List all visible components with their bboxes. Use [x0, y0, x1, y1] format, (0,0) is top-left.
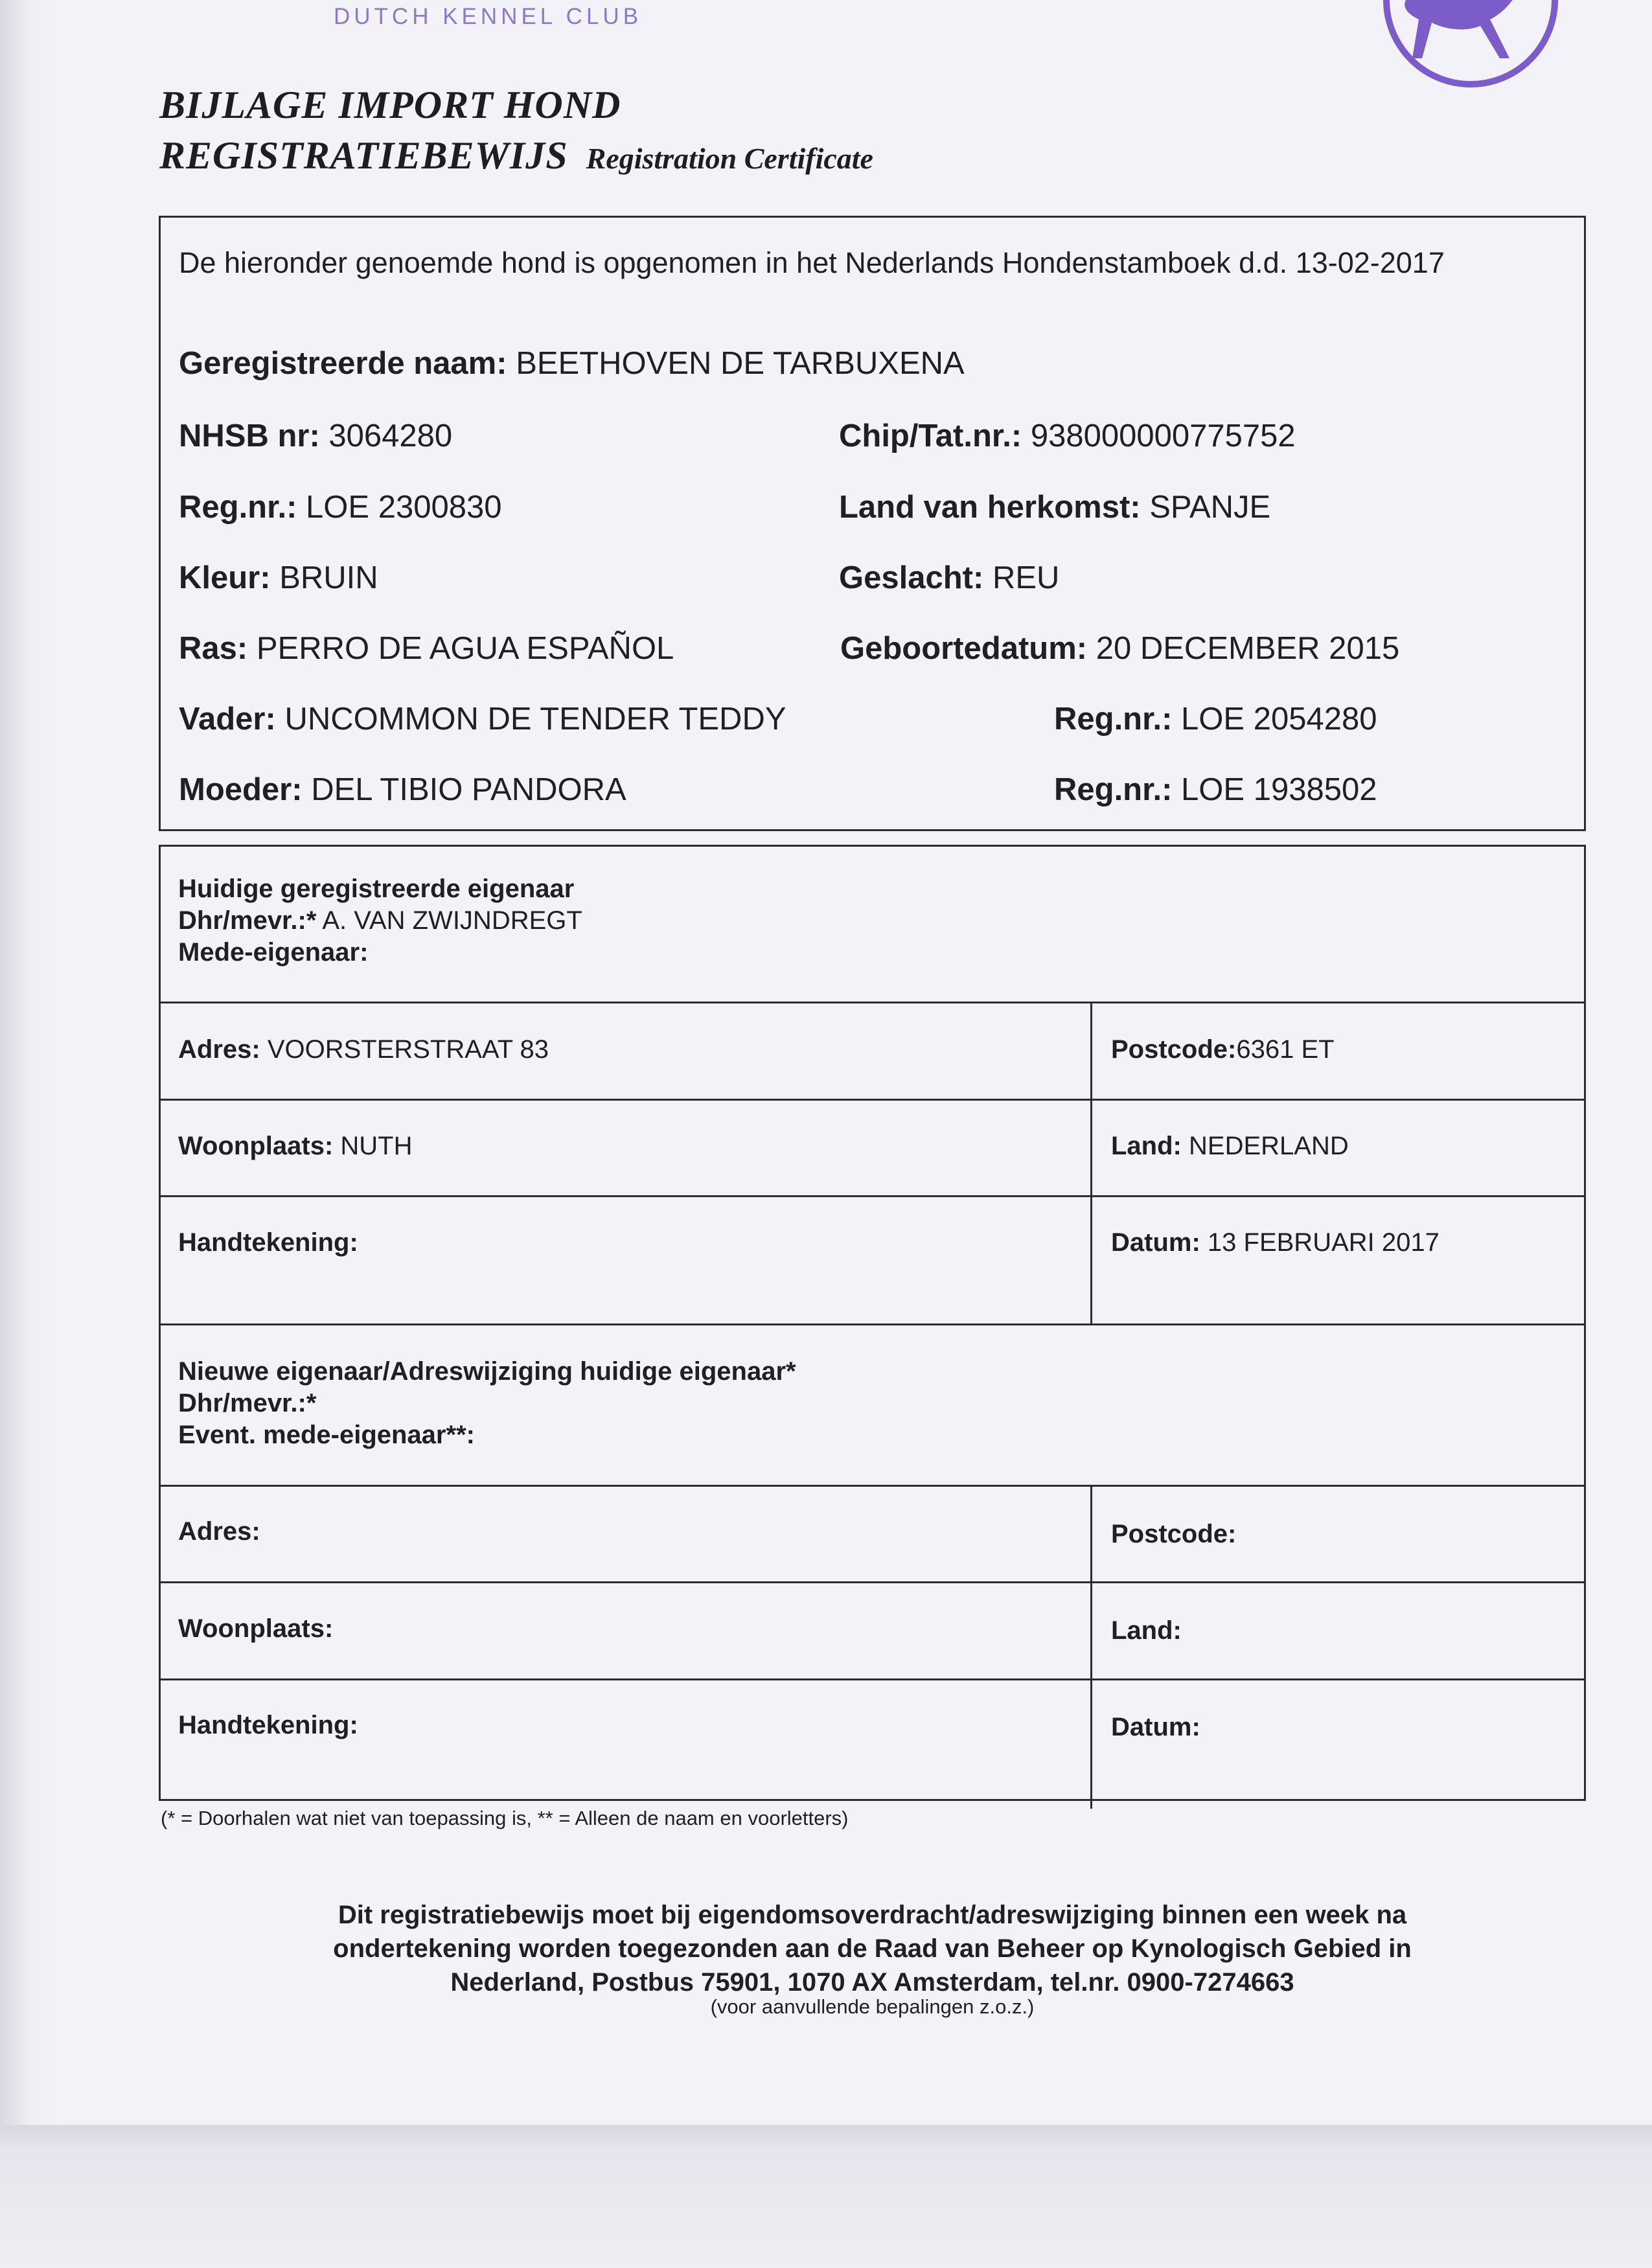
- reg-row: [179, 489, 501, 525]
- color-label: Kleur:: [179, 560, 271, 595]
- mother-row: [179, 772, 626, 808]
- new-city-label: Woonplaats:: [178, 1614, 334, 1643]
- current-address-label: Adres:: [178, 1035, 260, 1064]
- current-date-label: Datum:: [1111, 1228, 1200, 1257]
- notice-small: (voor aanvullende bepalingen z.o.z.): [710, 1995, 1035, 2018]
- new-owner-name-label: Dhr/mevr.:*: [178, 1389, 317, 1417]
- nhsb-row: [179, 418, 452, 454]
- document-title-line1: BIJLAGE IMPORT HOND: [159, 84, 621, 126]
- divider: [159, 1581, 1586, 1583]
- father-value: UNCOMMON DE TENDER TEDDY: [284, 702, 786, 737]
- origin-label: Land van herkomst:: [839, 490, 1141, 525]
- mother-label: Moeder:: [179, 772, 303, 807]
- current-postcode-value: 6361 ET: [1236, 1035, 1335, 1064]
- breed-label: Ras:: [179, 631, 248, 666]
- scan-shadow-bottom: [0, 2125, 1652, 2268]
- reg-label: Reg.nr.:: [179, 490, 297, 525]
- breed-value: PERRO DE AGUA ESPAÑOL: [256, 631, 674, 666]
- current-postcode-label: Postcode:: [1111, 1035, 1237, 1064]
- registered-name-label: Geregistreerde naam:: [179, 346, 507, 381]
- current-date-value: 13 FEBRUARI 2017: [1207, 1228, 1440, 1257]
- current-co-owner-label: Mede-eigenaar:: [178, 938, 369, 967]
- current-country-value: NEDERLAND: [1189, 1132, 1349, 1160]
- mother-reg-label: Reg.nr.:: [1054, 772, 1173, 807]
- new-date-label: Datum:: [1111, 1713, 1200, 1741]
- chip-label: Chip/Tat.nr.:: [839, 418, 1022, 453]
- transfer-notice: [159, 1898, 1585, 1999]
- chip-value: 938000000775752: [1030, 418, 1296, 453]
- new-signature-label: Handtekening:: [178, 1711, 358, 1739]
- mother-reg-row: [1054, 772, 1377, 808]
- sex-row: [839, 560, 1059, 596]
- father-reg-label: Reg.nr.:: [1054, 702, 1173, 737]
- birth-value: 20 DECEMBER 2015: [1096, 631, 1400, 666]
- current-city-label: Woonplaats:: [178, 1132, 334, 1160]
- mother-value: DEL TIBIO PANDORA: [311, 772, 626, 807]
- divider: [159, 1323, 1586, 1325]
- current-country-row: [1111, 1132, 1349, 1161]
- divider: [159, 1195, 1586, 1197]
- sex-label: Geslacht:: [839, 560, 984, 595]
- notice-line1: Dit registratiebewijs moet bij eigendomsoverdracht/adreswijziging binnen een week na: [338, 1901, 1407, 1929]
- sex-value: REU: [992, 560, 1060, 595]
- breed-row: [179, 630, 674, 667]
- origin-value: SPANJE: [1149, 490, 1271, 525]
- divider: [159, 1485, 1586, 1487]
- current-signature-label: Handtekening:: [178, 1228, 358, 1257]
- current-owner-name-value: A. VAN ZWIJNDREGT: [322, 906, 582, 935]
- current-city-value: NUTH: [340, 1132, 413, 1160]
- new-owner-heading: Nieuwe eigenaar/Adreswijziging huidige eigenaar*: [178, 1357, 796, 1386]
- divider: [159, 1678, 1586, 1680]
- current-owner-name-row: [178, 906, 582, 935]
- notice-line2: ondertekening worden toegezonden aan de Raad van Beheer op Kynologisch Gebied in: [333, 1934, 1412, 1963]
- reg-value: LOE 2300830: [306, 490, 502, 525]
- current-country-label: Land:: [1111, 1132, 1182, 1160]
- chip-row: [839, 418, 1296, 454]
- divider: [159, 1002, 1586, 1003]
- father-reg-value: LOE 2054280: [1181, 702, 1377, 737]
- dutch-kennel-club-dog-logo-icon: [1360, 0, 1568, 117]
- color-row: [179, 560, 378, 596]
- new-co-owner-label: Event. mede-eigenaar**:: [178, 1421, 475, 1449]
- current-postcode-row: [1111, 1035, 1335, 1064]
- current-address-value: VOORSTERSTRAAT 83: [267, 1035, 549, 1064]
- birth-row: [840, 630, 1399, 667]
- nhsb-label: NHSB nr:: [179, 418, 320, 453]
- club-name: DUTCH KENNEL CLUB: [334, 4, 643, 29]
- document-title-main: REGISTRATIEBEWIJS: [159, 134, 568, 177]
- divider: [159, 1099, 1586, 1101]
- nhsb-value: 3064280: [328, 418, 453, 453]
- current-city-row: [178, 1132, 412, 1161]
- mother-reg-value: LOE 1938502: [1181, 772, 1377, 807]
- scan-shadow-left: [0, 0, 65, 2131]
- registered-name-row: [179, 345, 965, 382]
- footnote: (* = Doorhalen wat niet van toepassing is, ** = Alleen de naam en voorletters): [161, 1807, 849, 1829]
- new-postcode-label: Postcode:: [1111, 1520, 1237, 1548]
- origin-row: [839, 489, 1270, 525]
- notice-line3: Nederland, Postbus 75901, 1070 AX Amsterdam, tel.nr. 0900-7274663: [450, 1968, 1294, 1997]
- owner-box: [159, 845, 1586, 1801]
- current-owner-heading: Huidige geregistreerde eigenaar: [178, 875, 575, 903]
- column-divider: [1090, 1485, 1092, 1809]
- current-address-row: [178, 1035, 549, 1064]
- father-reg-row: [1054, 701, 1377, 737]
- father-row: [179, 701, 786, 737]
- father-label: Vader:: [179, 702, 276, 737]
- registered-name-value: BEETHOVEN DE TARBUXENA: [516, 346, 965, 381]
- birth-label: Geboortedatum:: [840, 631, 1088, 666]
- document-title-line2: [159, 133, 873, 178]
- new-address-label: Adres:: [178, 1517, 260, 1546]
- new-country-label: Land:: [1111, 1616, 1182, 1645]
- color-value: BRUIN: [279, 560, 378, 595]
- current-date-row: [1111, 1228, 1440, 1257]
- column-divider: [1090, 1002, 1092, 1324]
- intro-text: De hieronder genoemde hond is opgenomen in het Nederlands Hondenstamboek d.d. 13-02-2017: [179, 246, 1445, 279]
- document-subtitle: Registration Certificate: [586, 142, 873, 175]
- current-owner-name-label: Dhr/mevr.:*: [178, 906, 317, 935]
